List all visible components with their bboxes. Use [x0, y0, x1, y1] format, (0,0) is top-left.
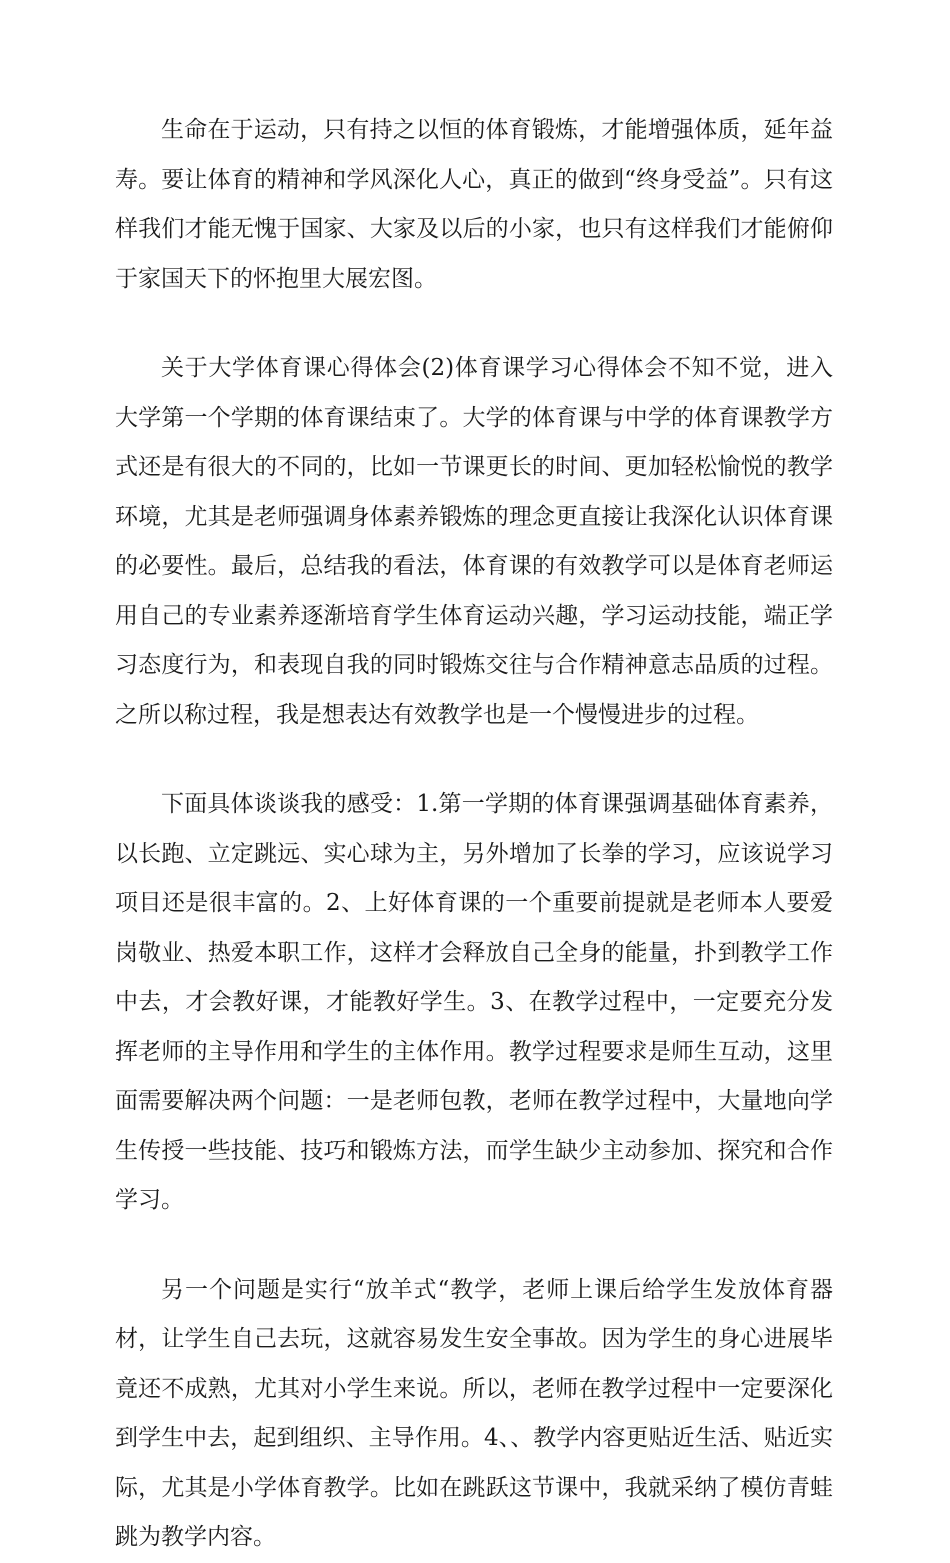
- paragraph-4: 另一个问题是实行“放羊式“教学，老师上课后给学生发放体育器材，让学生自己去玩，这就容易发生安全事故。因为学生的身心进展毕竟还不成熟，尤其对小学生来说。所以，老师在教学过程中一定要深化到学生中去，起到组织、主导作用。4、、教学内容更贴近生活、贴近实际，尤其是小学体育教学。比如在跳跃这节课中，我就采纳了模仿青蛙跳为教学内容。: [115, 1276, 833, 1550]
- document-body: [115, 106, 833, 1563]
- paragraph-1: 生命在于运动，只有持之以恒的体育锻炼，才能增强体质，延年益寿。要让体育的精神和学风深化人心，真正的做到“终身受益”。只有这样我们才能无愧于国家、大家及以后的小家，也只有这样我们才能俯仰于家国天下的怀抱里大展宏图。: [115, 117, 833, 292]
- paragraph-2: 关于大学体育课心得体会(2)体育课学习心得体会不知不觉，进入大学第一个学期的体育课结束了。大学的体育课与中学的体育课教学方式还是有很大的不同的，比如一节课更长的时间、更加轻松愉悦的教学环境，尤其是老师强调身体素养锻炼的理念更直接让我深化认识体育课的必要性。最后，总结我的看法，体育课的有效教学可以是体育老师运用自己的专业素养逐渐培育学生体育运动兴趣，学习运动技能，端正学习态度行为，和表现自我的同时锻炼交往与合作精神意志品质的过程。之所以称过程，我是想表达有效教学也是一个慢慢进步的过程。: [115, 355, 833, 728]
- paragraph-3: 下面具体谈谈我的感受：1.第一学期的体育课强调基础体育素养，以长跑、立定跳远、实心球为主，另外增加了长拳的学习，应该说学习项目还是很丰富的。2、上好体育课的一个重要前提就是老师本人要爱岗敬业、热爱本职工作，这样才会释放自己全身的能量，扑到教学工作中去，才会教好课，才能教好学生。3、在教学过程中，一定要充分发挥老师的主导作用和学生的主体作用。教学过程要求是师生互动，这里面需要解决两个问题：一是老师包教，老师在教学过程中，大量地向学生传授一些技能、技巧和锻炼方法，而学生缺少主动参加、探究和合作学习。: [115, 791, 833, 1213]
